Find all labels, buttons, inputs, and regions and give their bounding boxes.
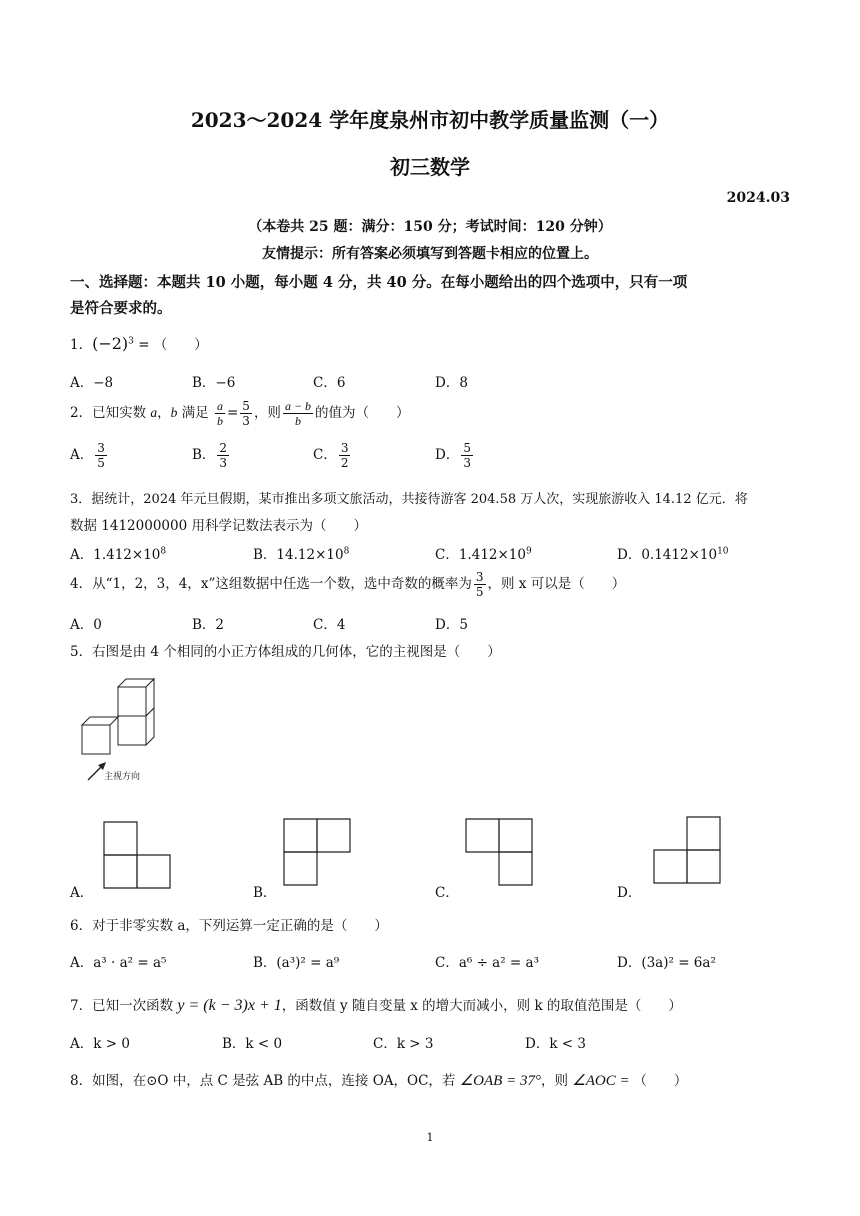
q5-option-d-label: D． <box>617 885 642 901</box>
q5-option-a-label: A． <box>70 885 94 901</box>
q4-option-c: C．4 <box>313 617 346 633</box>
q7-option-a: A．k > 0 <box>70 1036 130 1052</box>
page-number: 1 <box>426 1131 434 1144</box>
q4-option-d: D．5 <box>435 617 468 633</box>
q4-option-b: B．2 <box>192 617 225 633</box>
q7-option-c: C．k > 3 <box>373 1036 434 1052</box>
q5-option-a-figure <box>103 821 171 889</box>
question-4: 4．从“1，2，3，4，x”这组数据中任选一个数，选中奇数的概率为 $\frac{3}{5}$ ，则 x 可以是（ ） <box>70 570 626 599</box>
q3-option-c: C．$1.412\times 10^9$ <box>435 546 532 563</box>
exam-date: 2024.03 <box>726 190 790 206</box>
q3-option-d: D．$0.1412\times 10^{10}$ <box>617 546 729 563</box>
q5-option-b-figure <box>283 818 351 886</box>
q2-option-b: B． $\frac{2}{3}$ <box>192 441 228 470</box>
q1-option-c: C．6 <box>313 375 346 391</box>
exam-title: 2023～2024 学年度泉州市初中教学质量监测（一） <box>190 108 670 132</box>
q5-option-c-label: C． <box>435 885 459 901</box>
exam-info: （本卷共 25 题：满分：150 分；考试时间：120 分钟） <box>248 219 612 235</box>
q1-option-a: A．−8 <box>70 375 114 391</box>
question-5: 5．右图是由 4 个相同的小正方体组成的几何体，它的主视图是（ ） <box>70 644 501 660</box>
question-6: 6．对于非零实数 a，下列运算一定正确的是（ ） <box>70 918 388 934</box>
section-heading-line2: 是符合要求的。 <box>70 300 172 317</box>
q5-option-c-figure <box>465 818 533 886</box>
q5-option-d-figure <box>653 816 721 884</box>
q6-option-c: C．a⁶ ÷ a² = a³ <box>435 955 539 971</box>
q2-option-a: A． $\frac{3}{5}$ <box>70 441 105 470</box>
q3-option-a: A．$1.412\times 10^8$ <box>70 546 167 563</box>
q2-option-c: C． $\frac{3}{2}$ <box>313 441 349 470</box>
section-heading-line1: 一、选择题：本题共 10 小题，每小题 4 分，共 40 分。在每小题给出的四个选项中，只有一项 <box>70 274 688 291</box>
q2-option-d: D． $\frac{5}{3}$ <box>435 441 471 470</box>
q4-option-a: A．0 <box>70 617 102 633</box>
q7-option-d: D．k < 3 <box>525 1036 586 1052</box>
question-3-line1: 3．据统计，2024 年元旦假期，某市推出多项文旅活动，共接待游客 204.58 万人次，实现旅游收入 14.12 亿元．将 <box>70 492 748 507</box>
q1-option-b: B．−6 <box>192 375 236 391</box>
question-2: 2．已知实数 a，b 满足 $\frac{a}{b}$ = $\frac{5}{3}$ ，则 $\frac{a - b}{b}$ 的值为（ ） <box>70 399 410 428</box>
q3-option-b: B．$14.12\times 10^8$ <box>253 546 350 563</box>
question-8: 8．如图，在⊙O 中，点 C 是弦 AB 的中点，连接 OA，OC，若 ∠OAB = 37°，则 ∠AOC = （ ） <box>70 1073 688 1089</box>
exam-subtitle: 初三数学 <box>390 155 470 179</box>
question-1: 1．$(-2)^3$ = （ ） <box>70 334 208 353</box>
question-7: 7．已知一次函数 y = (k − 3)x + 1，函数值 y 随自变量 x 的增大而减小，则 k 的取值范围是（ ） <box>70 997 682 1014</box>
q5-option-b-label: B． <box>253 885 277 901</box>
question-3-line2: 数据 1412000000 用科学记数法表示为（ ） <box>70 518 367 534</box>
q6-option-b: B．(a³)² = a⁹ <box>253 955 340 971</box>
exam-tip: 友情提示：所有答案必须填写到答题卡相应的位置上。 <box>262 246 598 262</box>
q6-option-d: D．(3a)² = 6a² <box>617 955 716 971</box>
q1-option-d: D．8 <box>435 375 468 391</box>
view-direction-caption: 主视方向 <box>104 772 141 782</box>
q7-option-b: B．k < 0 <box>222 1036 283 1052</box>
q6-option-a: A．a³ · a² = a⁵ <box>70 955 167 971</box>
